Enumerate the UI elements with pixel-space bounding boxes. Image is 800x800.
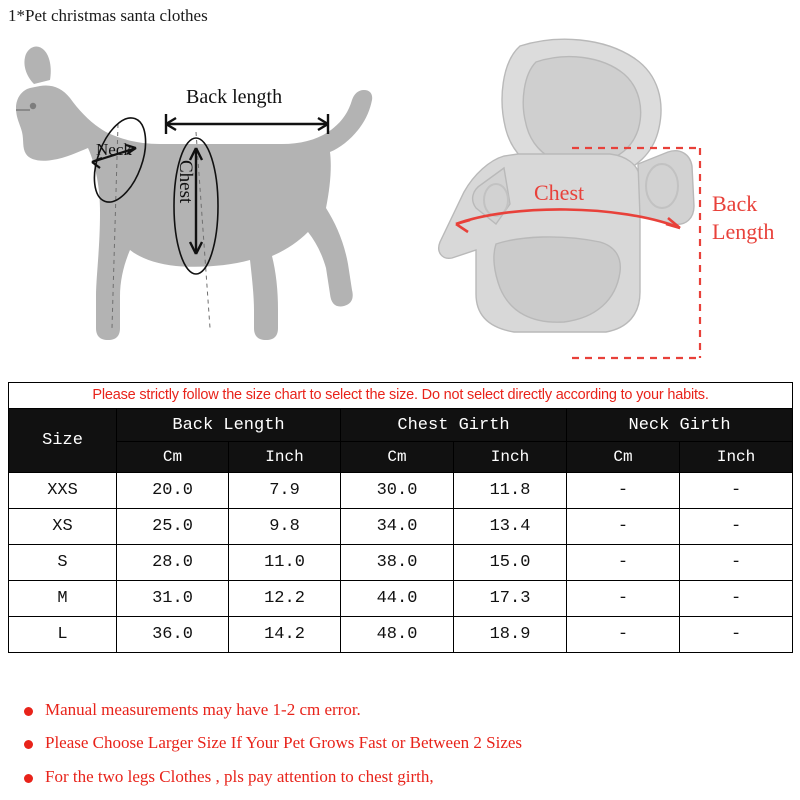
cell-back-cm: 36.0	[117, 617, 229, 653]
list-item	[24, 767, 784, 787]
cell-chest-inch: 15.0	[454, 545, 567, 581]
illustration-area	[0, 28, 800, 376]
cell-back-cm: 25.0	[117, 509, 229, 545]
cell-back-inch: 9.8	[229, 509, 341, 545]
cell-back-cm: 28.0	[117, 545, 229, 581]
cell-chest-cm: 38.0	[341, 545, 454, 581]
cell-neck-cm: -	[567, 509, 680, 545]
cell-size: S	[9, 545, 117, 581]
table-row	[9, 617, 793, 653]
back-length-arrow-icon	[166, 114, 328, 134]
note-text: For the two legs Clothes , pls pay attention to chest girth,	[45, 766, 434, 786]
cell-neck-cm: -	[567, 545, 680, 581]
label-back-length-red-line2: Length	[712, 218, 775, 244]
cell-back-cm: 31.0	[117, 581, 229, 617]
cell-chest-cm: 30.0	[341, 473, 454, 509]
label-back-length-red	[712, 190, 774, 245]
header-back-inch: Inch	[229, 442, 341, 473]
cell-chest-cm: 48.0	[341, 617, 454, 653]
cell-chest-inch: 11.8	[454, 473, 567, 509]
header-chest-cm: Cm	[341, 442, 454, 473]
bullet-icon	[24, 740, 33, 749]
header-chest-girth: Chest Girth	[341, 409, 567, 442]
cell-neck-inch: -	[680, 473, 793, 509]
table-unit-header-row	[9, 442, 793, 473]
cell-size: L	[9, 617, 117, 653]
cell-back-cm: 20.0	[117, 473, 229, 509]
table-group-header-row	[9, 409, 793, 442]
header-size: Size	[9, 409, 117, 473]
list-item	[24, 700, 784, 720]
table-notice-row	[9, 383, 793, 409]
header-neck-girth: Neck Girth	[567, 409, 793, 442]
label-back-length: Back length	[186, 86, 283, 108]
cell-chest-cm: 34.0	[341, 509, 454, 545]
page-title: 1*Pet christmas santa clothes	[8, 6, 208, 25]
cell-size: M	[9, 581, 117, 617]
table-row	[9, 509, 793, 545]
cell-chest-cm: 44.0	[341, 581, 454, 617]
header-neck-inch: Inch	[680, 442, 793, 473]
cell-neck-inch: -	[680, 617, 793, 653]
table-row	[9, 545, 793, 581]
dog-diagram	[0, 28, 400, 376]
table-row	[9, 581, 793, 617]
cell-back-inch: 12.2	[229, 581, 341, 617]
label-neck: Neck	[96, 140, 132, 159]
label-chest-red: Chest	[534, 180, 585, 205]
cell-neck-inch: -	[680, 581, 793, 617]
cell-neck-cm: -	[567, 581, 680, 617]
list-item	[24, 733, 784, 753]
cell-neck-inch: -	[680, 509, 793, 545]
header-back-length: Back Length	[117, 409, 341, 442]
cell-back-inch: 11.0	[229, 545, 341, 581]
coat-diagram	[400, 28, 800, 376]
cell-back-inch: 14.2	[229, 617, 341, 653]
table-notice: Please strictly follow the size chart to select the size. Do not select directly according to your habits.	[9, 383, 793, 409]
header-neck-cm: Cm	[567, 442, 680, 473]
cell-neck-inch: -	[680, 545, 793, 581]
bullet-icon	[24, 707, 33, 716]
bullet-icon	[24, 774, 33, 783]
cell-chest-inch: 18.9	[454, 617, 567, 653]
cell-neck-cm: -	[567, 473, 680, 509]
cell-chest-inch: 17.3	[454, 581, 567, 617]
notes-list	[24, 700, 784, 800]
note-text: Please Choose Larger Size If Your Pet Grows Fast or Between 2 Sizes	[45, 733, 523, 753]
label-back-length-red-line1: Back	[712, 191, 758, 216]
size-chart-table-wrap	[8, 382, 792, 653]
note-text: Manual measurements may have 1-2 cm error.	[45, 700, 361, 719]
header-back-cm: Cm	[117, 442, 229, 473]
label-chest: Chest	[175, 160, 196, 204]
dog-silhouette-icon	[0, 28, 400, 376]
cell-chest-inch: 13.4	[454, 509, 567, 545]
cell-size: XS	[9, 509, 117, 545]
header-chest-inch: Inch	[454, 442, 567, 473]
cell-size: XXS	[9, 473, 117, 509]
table-row	[9, 473, 793, 509]
cell-neck-cm: -	[567, 617, 680, 653]
size-chart-table	[8, 382, 793, 653]
cell-back-inch: 7.9	[229, 473, 341, 509]
